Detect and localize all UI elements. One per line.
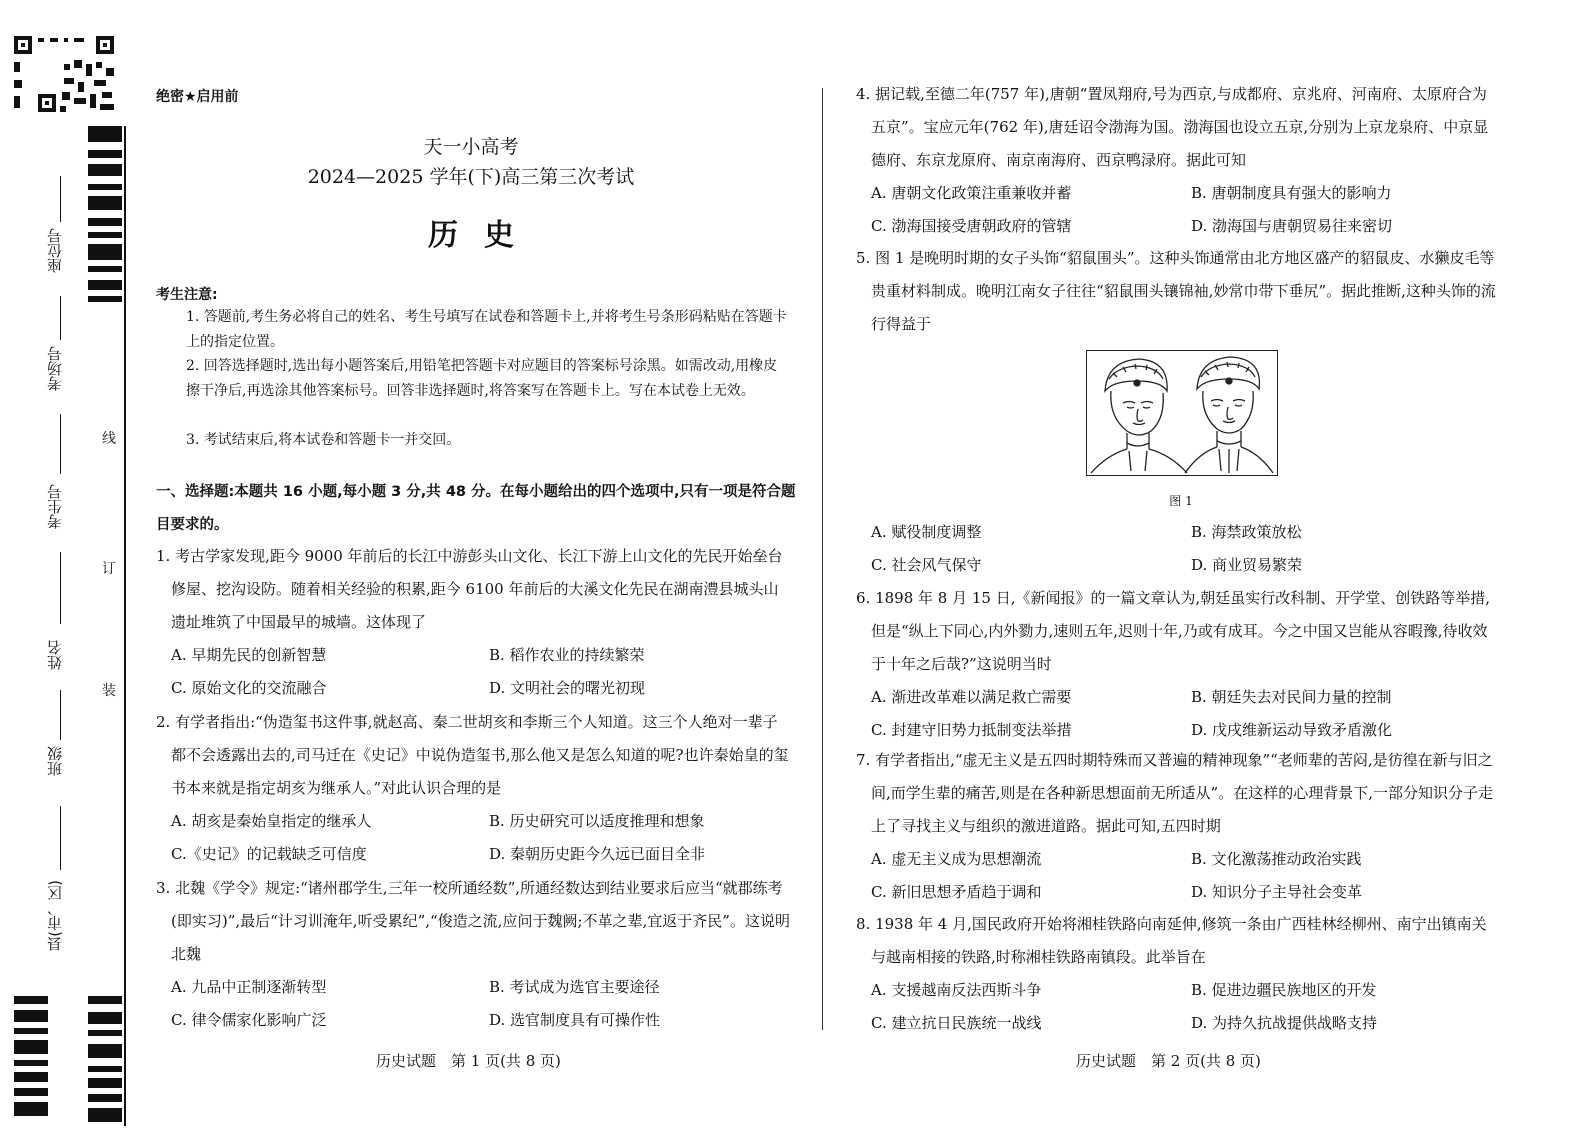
subject-title: 历史 [428, 218, 540, 253]
binding-line [60, 552, 61, 624]
label-name: 姓名 [46, 640, 64, 670]
confidential-mark: 绝密★启用前 [156, 89, 239, 105]
option-c: C. 封建守旧势力抵制变法举措 [871, 721, 1072, 739]
notice-item: 2. 回答选择题时,选出每小题答案后,用铅笔把答题卡对应题目的答案标号涂黑。如需改动,用橡皮擦干净后,再选涂其他答案标号。回答非选择题时,将答案写在答题卡上。写在本试卷上无效。 [186, 358, 778, 399]
option-a: A. 赋役制度调整 [871, 523, 982, 541]
cut-mark-line: 线 [102, 431, 116, 447]
question-5 [856, 242, 1496, 341]
label-seat: 座位号 [46, 228, 64, 273]
figure-caption: 图 1 [1169, 494, 1193, 508]
question-5-options [856, 516, 1496, 582]
page-footer-right: 历史试题 第 2 页(共 8 页) [1076, 1052, 1261, 1070]
option-b: B. 促进边疆民族地区的开发 [1191, 981, 1377, 999]
binding-line [60, 176, 61, 222]
headdress-illustration [1087, 351, 1277, 475]
exam-title: 2024—2025 学年(下)高三第三次考试 [307, 166, 635, 188]
option-c: C. 渤海国接受唐朝政府的管辖 [871, 217, 1072, 235]
option-b: B. 历史研究可以适度推理和想象 [489, 812, 705, 830]
page-footer-left: 历史试题 第 1 页(共 8 页) [376, 1052, 561, 1070]
page-divider [822, 88, 823, 1030]
option-a: A. 早期先民的创新智慧 [171, 646, 327, 664]
question-stem: 7. 有学者指出,“虚无主义是五四时期特殊而又普遍的精神现象”“老师辈的苦闷,是彷徨在新与旧之间,而学生辈的痛苦,则是在各种新思想面前无所适从”。在这样的心理背景下,一部分知识分子走上了寻找主义与组织的激进道路。据此可知,五四时期 [856, 751, 1493, 835]
question-stem: 3. 北魏《学令》规定:“诸州郡学生,三年一校所通经数”,所通经数达到结业要求后应当“就郡练考(即实习)”,最后“计习训淹年,听受累纪”,“俊造之流,应问于魏阙;不革之辈,宜返于齐民”。这说明北魏 [156, 879, 790, 963]
question-stem: 8. 1938 年 4 月,国民政府开始将湘桂铁路向南延伸,修筑一条由广西桂林经柳州、南宁出镇南关与越南相接的铁路,时称湘桂铁路南镇段。此举旨在 [856, 915, 1487, 966]
label-county: 县(市、区) [46, 880, 64, 952]
option-a: A. 唐朝文化政策注重兼收并蓄 [871, 184, 1072, 202]
option-b: B. 海禁政策放松 [1191, 523, 1302, 541]
barcode-left [14, 996, 48, 1126]
option-d: D. 知识分子主导社会变革 [1191, 883, 1363, 901]
notice-item: 1. 答题前,考生务必将自己的姓名、考生号填写在试卷和答题卡上,并将考生号条形码粘贴在答题卡上的指定位置。 [186, 309, 787, 350]
option-d: D. 选官制度具有可操作性 [489, 1011, 661, 1029]
question-7 [856, 744, 1496, 909]
option-c: C. 律令儒家化影响广泛 [171, 1011, 327, 1029]
label-room: 考场号 [46, 346, 64, 391]
question-6 [856, 582, 1496, 747]
binding-line [60, 806, 61, 870]
question-stem: 5. 图 1 是晚明时期的女子头饰“貂鼠围头”。这种头饰通常由北方地区盛产的貂鼠皮、水獭皮毛等贵重材料制成。晚明江南女子往往“貂鼠围头镶锦袖,妙常巾带下垂尻”。据此推断,这种头饰的流行得益于 [856, 249, 1496, 333]
question-1 [156, 540, 792, 705]
option-d: D. 渤海国与唐朝贸易往来密切 [1191, 217, 1393, 235]
option-b: B. 考试成为选官主要途径 [489, 978, 660, 996]
binding-line [60, 414, 61, 474]
option-b: B. 唐朝制度具有强大的影响力 [1191, 184, 1392, 202]
option-d: D. 秦朝历史距今久远已面目全非 [489, 845, 706, 863]
question-stem: 2. 有学者指出:“伪造玺书这件事,就赵高、秦二世胡亥和李斯三个人知道。这三个人绝对一辈子都不会透露出去的,司马迁在《史记》中说伪造玺书,那么他又是怎么知道的呢?也许秦始皇的玺书本来就是指定胡亥为继承人。”对此认识合理的是 [156, 713, 789, 797]
option-b: B. 文化激荡推动政治实践 [1191, 850, 1362, 868]
section-heading: 一、选择题:本题共 16 小题,每小题 3 分,共 48 分。在每小题给出的四个选项中,只有一项是符合题目要求的。 [156, 484, 796, 533]
exam-organizer: 天一小高考 [423, 136, 519, 158]
question-8 [856, 908, 1496, 1040]
option-d: D. 为持久抗战提供战略支持 [1191, 1014, 1378, 1032]
notice-title: 考生注意: [156, 287, 218, 303]
notice-item: 3. 考试结束后,将本试卷和答题卡一并交回。 [186, 432, 461, 448]
barcode-right [88, 126, 126, 1126]
option-b: B. 稻作农业的持续繁荣 [489, 646, 645, 664]
binding-line [60, 296, 61, 340]
option-c: C. 社会风气保守 [871, 556, 982, 574]
label-student-id: 考生号 [46, 484, 64, 529]
question-stem: 6. 1898 年 8 月 15 日,《新闻报》的一篇文章认为,朝廷虽实行改科制、开学堂、创铁路等举措,但是“纵上下同心,内外勠力,速则五年,迟则十年,乃或有成耳。今之中国又岂能从容暇豫,待收效于十年之后哉?”这说明当时 [856, 589, 1491, 673]
question-4 [856, 78, 1496, 243]
option-c: C. 新旧思想矛盾趋于调和 [871, 883, 1042, 901]
option-a: A. 九品中正制逐渐转型 [171, 978, 327, 996]
option-c: C. 原始文化的交流融合 [171, 679, 327, 697]
binding-strip [0, 0, 132, 1138]
question-stem: 1. 考古学家发现,距今 9000 年前后的长江中游彭头山文化、长江下游上山文化的先民开始垒台修屋、挖沟设防。随着相关经验的积累,距今 6100 年前后的大溪文化先民在湖南澧县城头山遗址堆筑了中国最早的城墙。这体现了 [156, 547, 783, 631]
option-d: D. 商业贸易繁荣 [1191, 556, 1303, 574]
cut-mark-bind: 订 [102, 561, 116, 577]
qr-code [12, 34, 118, 114]
option-a: A. 虚无主义成为思想潮流 [871, 850, 1042, 868]
option-d: D. 文明社会的曙光初现 [489, 679, 646, 697]
option-a: A. 胡亥是秦始皇指定的继承人 [171, 812, 372, 830]
option-d: D. 戊戌维新运动导致矛盾激化 [1191, 721, 1393, 739]
cut-mark-staple: 装 [102, 683, 116, 699]
option-a: A. 渐进改革难以满足救亡需要 [871, 688, 1072, 706]
question-stem: 4. 据记载,至德二年(757 年),唐朝“置凤翔府,号为西京,与成都府、京兆府、河南府、太原府合为五京”。宝应元年(762 年),唐廷诏令渤海为国。渤海国也设立五京,分别为上京龙泉府、中京显德府、东京龙原府、南京南海府、西京鸭渌府。据此可知 [856, 85, 1489, 169]
question-2 [156, 706, 792, 871]
option-c: C.《史记》的记载缺乏可信度 [171, 845, 367, 863]
figure-1 [1086, 350, 1278, 476]
option-a: A. 支援越南反法西斯斗争 [871, 981, 1042, 999]
question-3 [156, 872, 792, 1037]
option-c: C. 建立抗日民族统一战线 [871, 1014, 1042, 1032]
label-class: 班级 [46, 746, 64, 776]
option-b: B. 朝廷失去对民间力量的控制 [1191, 688, 1392, 706]
binding-line [60, 690, 61, 740]
